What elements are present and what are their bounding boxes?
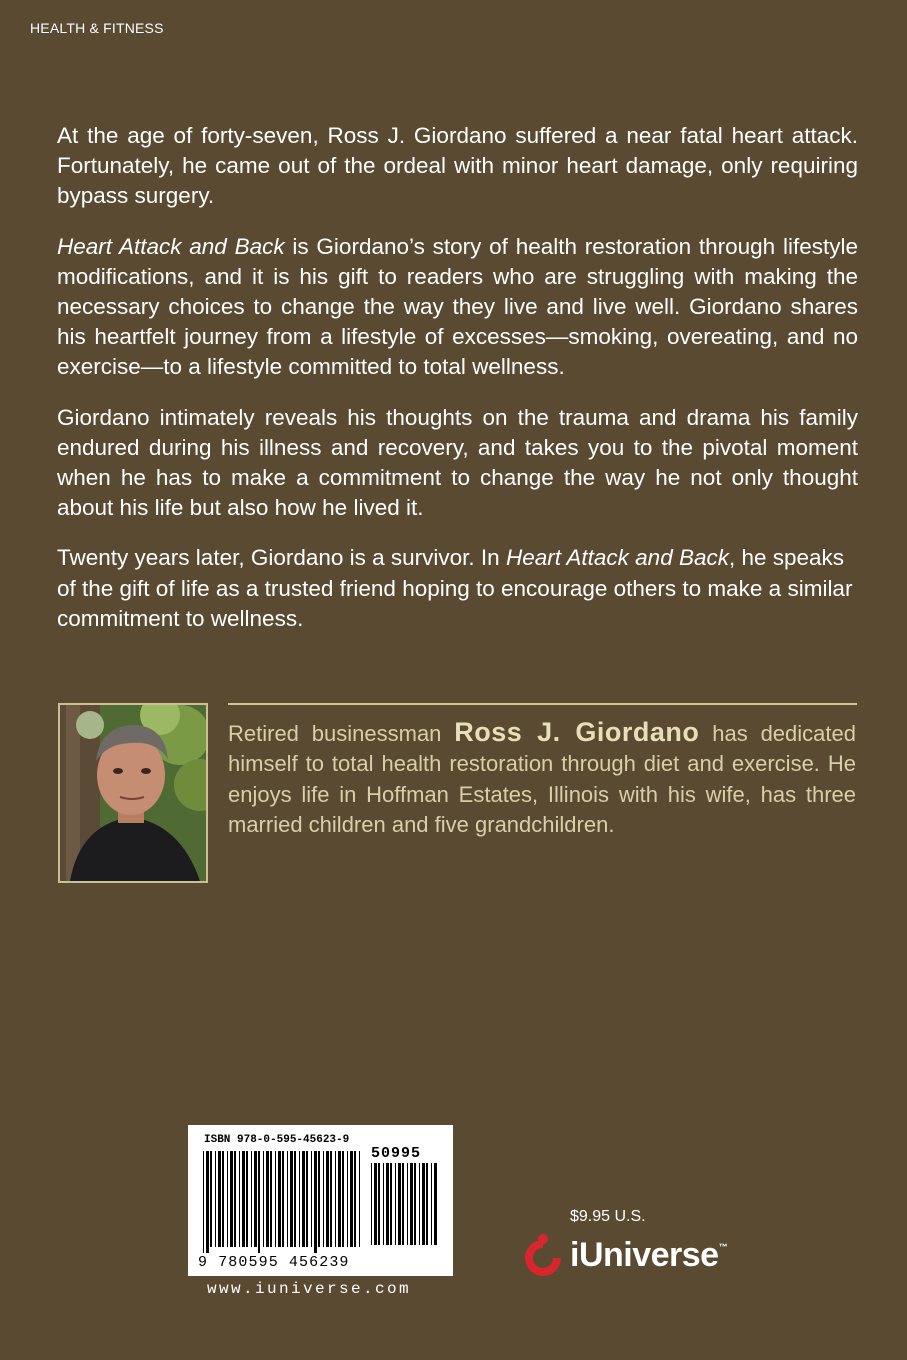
barcode-bar bbox=[287, 1151, 288, 1247]
barcode-bar bbox=[407, 1163, 408, 1245]
barcode-bar bbox=[426, 1163, 428, 1245]
barcode-bar bbox=[282, 1151, 284, 1247]
book-title-italic: Heart Attack and Back bbox=[57, 233, 285, 259]
book-title-italic: Heart Attack and Back bbox=[505, 545, 729, 571]
barcode-bar bbox=[318, 1151, 320, 1247]
barcode-bar bbox=[275, 1151, 276, 1247]
iuniverse-swirl-icon bbox=[522, 1232, 564, 1278]
barcode-bar bbox=[215, 1151, 216, 1247]
isbn-label: ISBN 978-0-595-45623-9 bbox=[204, 1134, 350, 1146]
barcode-bar bbox=[254, 1151, 257, 1247]
blurb-paragraph-2 bbox=[57, 232, 858, 383]
blurb-paragraph-1: At the age of forty-seven, Ross J. Giordano suffered a near fatal heart attack. Fortunately, he came out of the ordeal with minor heart damage, only requiring bypass surgery. bbox=[57, 123, 858, 209]
blurb-paragraph-4-start: Twenty years later, Giordano is a survivor. In bbox=[57, 545, 506, 571]
publisher-name bbox=[570, 1236, 727, 1275]
barcode-bar bbox=[239, 1151, 240, 1247]
barcode-bar bbox=[422, 1163, 425, 1245]
barcode-bar bbox=[359, 1151, 360, 1247]
barcode-bar bbox=[206, 1151, 209, 1253]
barcode-bar bbox=[354, 1151, 356, 1247]
barcode-bar bbox=[419, 1163, 420, 1245]
bio-divider bbox=[228, 703, 857, 705]
barcode-bar bbox=[234, 1151, 236, 1247]
category-label: HEALTH & FITNESS bbox=[30, 20, 164, 36]
barcode-bar bbox=[263, 1151, 264, 1247]
barcode-bar bbox=[414, 1163, 416, 1245]
barcode-bar bbox=[222, 1151, 224, 1247]
barcode-bar bbox=[434, 1163, 437, 1245]
barcode-addon-bars bbox=[371, 1163, 441, 1253]
barcode-bar bbox=[299, 1151, 300, 1247]
barcode-bar bbox=[330, 1151, 332, 1247]
barcode-bar bbox=[290, 1151, 293, 1247]
barcode-bar bbox=[383, 1163, 384, 1245]
barcode-bar bbox=[314, 1151, 317, 1253]
author-bio-end: has dedicated himself to total health restoration through diet and exercise. He enjoys life in Hoffman Estates, Illinois with his wife, has three married children and five grandchildren. bbox=[228, 721, 856, 837]
trademark-symbol: ™ bbox=[718, 1241, 728, 1252]
barcode-bar bbox=[258, 1151, 260, 1253]
barcode-bar bbox=[431, 1163, 432, 1245]
barcode-bar bbox=[251, 1151, 252, 1247]
barcode-bar bbox=[390, 1163, 392, 1245]
barcode-bar bbox=[306, 1151, 308, 1247]
author-bio-start: Retired businessman bbox=[228, 721, 455, 746]
barcode-bar bbox=[374, 1163, 377, 1245]
barcode-bars bbox=[203, 1151, 363, 1253]
barcode-bar bbox=[278, 1151, 281, 1247]
barcode-bar bbox=[386, 1163, 389, 1245]
barcode-digits: 9 780595 456239 bbox=[198, 1254, 350, 1271]
blurb-paragraph-2-text: is Giordano’s story of health restoration through lifestyle modifications, and it is his gift to readers who are struggling with making the necessary choices to change the way they live and live well. Giordano shares his heartfelt journey from a lifestyle of excesses—smoking, overeating, and no exercise—to a lifestyle committed to total wellness. bbox=[57, 233, 858, 380]
barcode-bar bbox=[335, 1151, 336, 1247]
barcode-bar bbox=[342, 1151, 344, 1247]
barcode-bar bbox=[246, 1151, 248, 1247]
barcode-bar bbox=[326, 1151, 329, 1247]
blurb-paragraph-4-end: , he speaks of the gift of life as a trusted friend hoping to encourage others to make a similar commitment to wellness. bbox=[57, 545, 853, 631]
blurb-paragraph-3: Giordano intimately reveals his thoughts on the trauma and drama his family endured during his illness and recovery, and takes you to the pivotal moment when he has to make a commitment to change the way he not only thought about his life but also how he lived it. bbox=[57, 404, 858, 521]
barcode-bar bbox=[347, 1151, 348, 1247]
barcode-bar bbox=[270, 1151, 272, 1247]
barcode-bar bbox=[323, 1151, 324, 1247]
author-photo bbox=[58, 703, 208, 883]
barcode-bar bbox=[210, 1151, 212, 1247]
publisher-logo bbox=[522, 1230, 727, 1280]
barcode-price-code: 50995 bbox=[371, 1145, 422, 1162]
barcode-bar bbox=[311, 1151, 312, 1247]
barcode-bar bbox=[227, 1151, 228, 1247]
barcode-bar bbox=[398, 1163, 401, 1245]
blurb-paragraph-4 bbox=[57, 543, 858, 634]
author-name: Ross J. Giordano bbox=[454, 717, 700, 747]
barcode-bar bbox=[242, 1151, 245, 1247]
barcode-bar bbox=[230, 1151, 233, 1247]
barcode-bar bbox=[402, 1163, 404, 1245]
book-price: $9.95 U.S. bbox=[570, 1208, 646, 1225]
publisher-website: www.iuniverse.com bbox=[207, 1280, 412, 1298]
barcode-bar bbox=[371, 1163, 372, 1245]
barcode-bar bbox=[378, 1163, 380, 1245]
barcode-bar bbox=[266, 1151, 269, 1247]
author-bio bbox=[228, 717, 856, 840]
barcode-bar bbox=[218, 1151, 221, 1247]
barcode-bar bbox=[410, 1163, 413, 1245]
publisher-name-text: iUniverse bbox=[570, 1235, 719, 1274]
barcode-bar bbox=[350, 1151, 353, 1247]
barcode-bar bbox=[302, 1151, 305, 1247]
barcode-bar bbox=[203, 1151, 204, 1253]
barcode-bar bbox=[395, 1163, 396, 1245]
isbn-barcode bbox=[188, 1125, 453, 1276]
barcode-bar bbox=[338, 1151, 341, 1247]
book-description bbox=[57, 121, 858, 654]
barcode-bar bbox=[294, 1151, 296, 1247]
